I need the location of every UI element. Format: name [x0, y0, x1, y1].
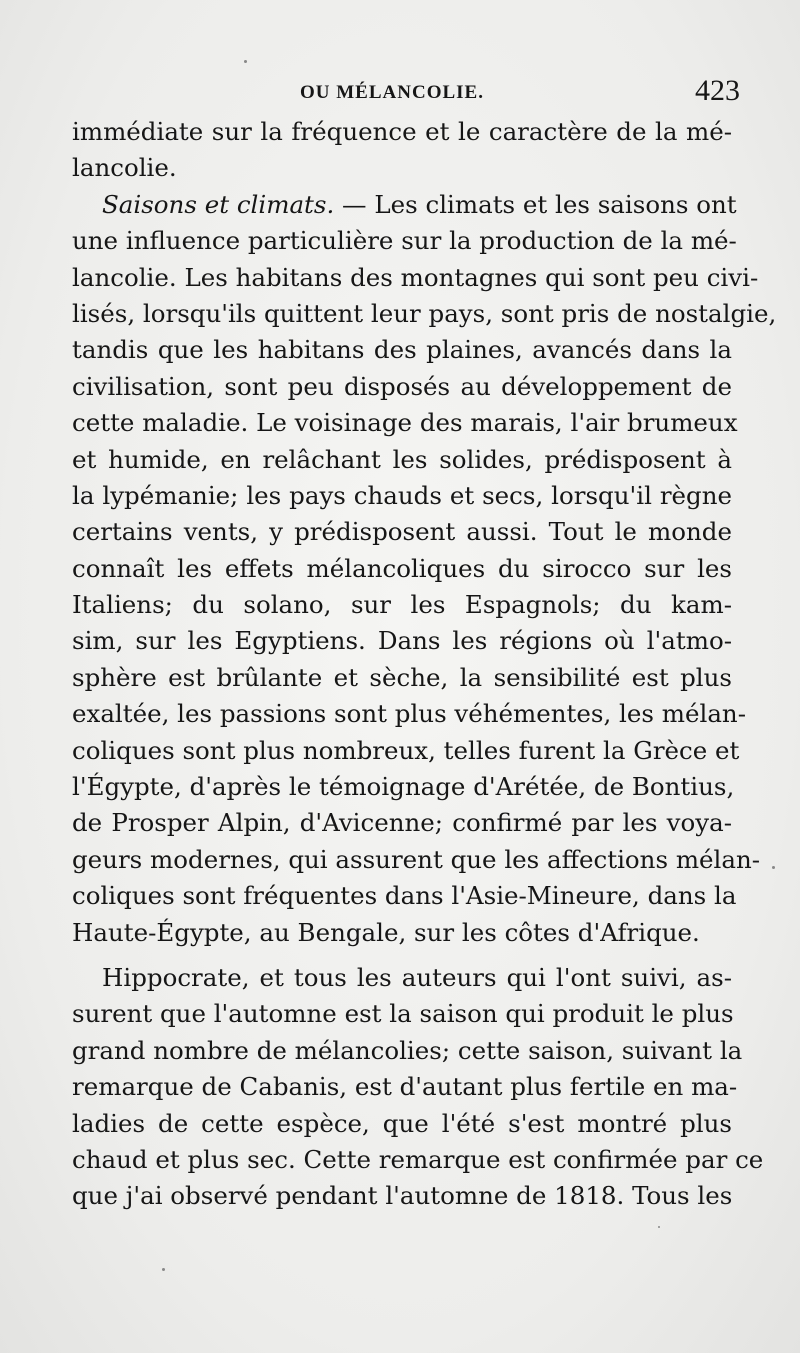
paper-speck	[658, 1226, 660, 1228]
line-text: et humide, en relâchant les solides, prédisposent à	[72, 444, 732, 474]
text-line	[72, 960, 732, 996]
line-text: lancolie. Les habitans des montagnes qui sont peu civi-	[72, 262, 759, 292]
line-text: sim, sur les Egyptiens. Dans les régions où l'atmo-	[72, 626, 732, 656]
text-line	[72, 915, 732, 951]
line-text: — Les climats et les saisons ont	[334, 189, 737, 219]
line-text: sphère est brûlante et sèche, la sensibilité est plus	[72, 662, 732, 692]
text-line	[72, 1033, 743, 1069]
text-line	[72, 551, 732, 587]
text-line	[72, 332, 732, 368]
line-text: cette maladie. Le voisinage des marais, l'air brumeux	[72, 408, 738, 438]
text-line	[72, 260, 759, 296]
text-line	[72, 996, 732, 1032]
line-text: la lypémanie; les pays chauds et secs, lorsqu'il règne	[72, 480, 732, 510]
line-text: certains vents, y prédisposent aussi. Tout le monde	[72, 517, 732, 547]
line-text: lancolie.	[72, 153, 177, 183]
text-line	[72, 1178, 732, 1214]
line-text: lisés, lorsqu'ils quittent leur pays, sont pris de nostalgie,	[72, 298, 777, 328]
text-line	[72, 514, 732, 550]
line-text: coliques sont plus nombreux, telles furent la Grèce et	[72, 735, 740, 765]
text-line	[72, 660, 732, 696]
paper-speck	[772, 866, 775, 869]
text-line	[72, 1069, 738, 1105]
text-line	[72, 187, 737, 223]
line-text: chaud et plus sec. Cette remarque est confirmée par ce	[72, 1144, 764, 1174]
text-line	[72, 405, 738, 441]
line-text: tandis que les habitans des plaines, avancés dans la	[72, 335, 732, 365]
line-text: grand nombre de mélancolies; cette saison, suivant la	[72, 1035, 743, 1065]
text-line	[72, 369, 732, 405]
text-line	[72, 1142, 764, 1178]
text-line	[72, 623, 732, 659]
line-text: surent que l'automne est la saison qui produit le plus	[72, 999, 734, 1029]
line-text: de Prosper Alpin, d'Avicenne; confirmé par les voya-	[72, 808, 732, 838]
text-line	[72, 805, 732, 841]
text-line	[72, 878, 737, 914]
text-line	[72, 114, 732, 150]
line-text: immédiate sur la fréquence et le caractère de la mé-	[72, 117, 732, 146]
text-line	[72, 1106, 732, 1142]
paper-speck	[162, 1268, 165, 1271]
line-text: exaltée, les passions sont plus véhémentes, les mélan-	[72, 699, 746, 729]
line-text: une influence particulière sur la production de la mé-	[72, 226, 737, 256]
text-line	[72, 296, 777, 332]
text-line	[72, 842, 761, 878]
text-line	[72, 733, 740, 769]
text-line	[72, 696, 746, 732]
line-text: connaît les effets mélancoliques du sirocco sur les	[72, 553, 732, 583]
text-line	[72, 478, 732, 514]
section-heading-italic: Saisons et climats.	[102, 189, 335, 219]
text-line	[72, 223, 737, 259]
line-text: geurs modernes, qui assurent que les affections mélan-	[72, 844, 761, 874]
line-text: Haute-Égypte, au Bengale, sur les côtes d'Afrique.	[72, 917, 700, 947]
page-number: 423	[695, 74, 740, 107]
text-line	[72, 587, 732, 623]
paper-speck	[244, 60, 247, 63]
body-text	[72, 114, 777, 1215]
text-line	[72, 769, 735, 805]
line-text: coliques sont fréquentes dans l'Asie-Mineure, dans la	[72, 881, 737, 911]
line-text: remarque de Cabanis, est d'autant plus fertile en ma-	[72, 1072, 738, 1102]
line-text: l'Égypte, d'après le témoignage d'Arétée, de Bontius,	[72, 772, 735, 802]
line-text: ladies de cette espèce, que l'été s'est montré plus	[72, 1108, 732, 1138]
text-line	[72, 150, 732, 186]
line-text: Italiens; du solano, sur les Espagnols; du kam-	[72, 590, 732, 620]
line-text: que j'ai observé pendant l'automne de 1818. Tous les	[72, 1181, 733, 1211]
page-header	[72, 74, 740, 118]
line-text: Hippocrate, et tous les auteurs qui l'ont suivi, as-	[102, 962, 732, 992]
line-text: civilisation, sont peu disposés au développement de	[72, 371, 732, 401]
text-line	[72, 442, 732, 478]
running-title: OU MÉLANCOLIE.	[300, 82, 484, 103]
